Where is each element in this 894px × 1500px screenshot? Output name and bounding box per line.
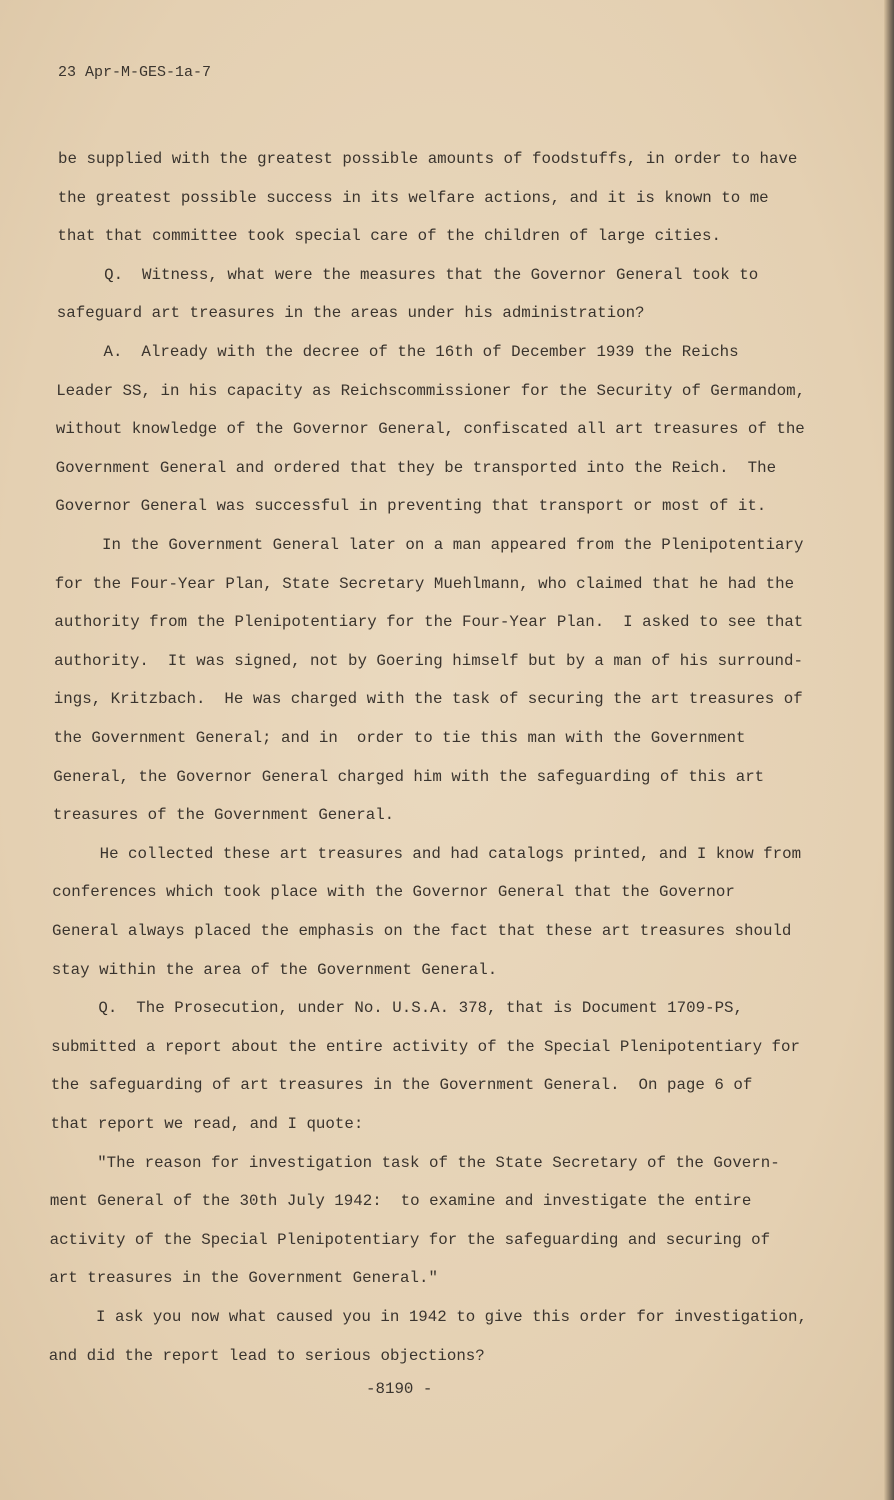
text-line: safeguard art treasures in the areas under his administration? — [56, 304, 645, 323]
text-line: that report we read, and I quote: — [50, 1115, 364, 1133]
text-line: authority. It was signed, not by Goering himself but by a man of his surround- — [54, 651, 803, 670]
text-line: the safeguarding of art treasures in the Government General. On page 6 of — [50, 1076, 753, 1095]
paragraph-first-line: Q. The Prosecution, under No. U.S.A. 378, that is Document 1709-PS, — [98, 999, 744, 1018]
paragraph-first-line: be supplied with the greatest possible amounts of foodstuffs, in order to have — [58, 150, 798, 168]
paragraph-first-line: Q. Witness, what were the measures that the Governor General took to — [104, 265, 759, 284]
text-line: stay within the area of the Government General. — [51, 960, 498, 979]
text-line: General, the Governor General charged him with the safeguarding of this art — [53, 767, 765, 786]
text-line: the Government General; and in order to tie this man with the Government — [53, 729, 746, 747]
text-line: without knowledge of the Governor General, confiscated all art treasures of the — [55, 420, 805, 439]
text-line: for the Four-Year Plan, State Secretary Muehlmann, who claimed that he had the — [54, 574, 795, 593]
text-line: that that committee took special care of the children of large cities. — [57, 227, 721, 246]
page-number: -8190 - — [366, 1380, 433, 1398]
paragraph-first-line: He collected these art treasures and had catalogs printed, and I know from — [99, 844, 802, 863]
text-line: submitted a report about the entire activity of the Special Plenipotentiary for — [51, 1037, 800, 1056]
text-line: treasures of the Government General. — [52, 806, 395, 825]
paper-edge — [884, 0, 894, 1500]
text-line: ings, Kritzbach. He was charged with the task of securing the art treasures of — [53, 690, 803, 709]
paragraph-first-line: A. Already with the decree of the 16th of December 1939 the Reichs — [103, 343, 739, 361]
text-line: Governor General was successful in preventing that transport or most of it. — [55, 497, 767, 516]
document-header-code: 23 Apr-M-GES-1a-7 — [58, 64, 212, 81]
text-line: activity of the Special Plenipotentiary for the safeguarding and securing of — [49, 1230, 771, 1249]
paragraph-first-line: In the Government General later on a man appeared from the Plenipotentiary — [102, 536, 804, 554]
text-line: General always placed the emphasis on the fact that these art treasures should — [52, 922, 792, 940]
text-line: and did the report lead to serious objections? — [48, 1346, 485, 1365]
text-line: art treasures in the Government General." — [49, 1269, 438, 1288]
text-line: authority from the Plenipotentiary for the Four-Year Plan. I asked to see that — [54, 613, 804, 632]
text-line: Leader SS, in his capacity as Reichscommissioner for the Security of Germandom, — [56, 381, 806, 400]
text-line: ment General of the 30th July 1942: to examine and investigate the entire — [49, 1192, 752, 1211]
paragraph-first-line: "The reason for investigation task of the State Secretary of the Govern- — [97, 1153, 780, 1172]
text-line: conferences which took place with the Governor General that the Governor — [52, 883, 735, 902]
text-line: Government General and ordered that they be transported into the Reich. The — [55, 458, 777, 477]
text-line: the greatest possible success in its welfare actions, and it is known to me — [57, 188, 769, 207]
paragraph-first-line: I ask you now what caused you in 1942 to give this order for investigation, — [96, 1308, 807, 1326]
